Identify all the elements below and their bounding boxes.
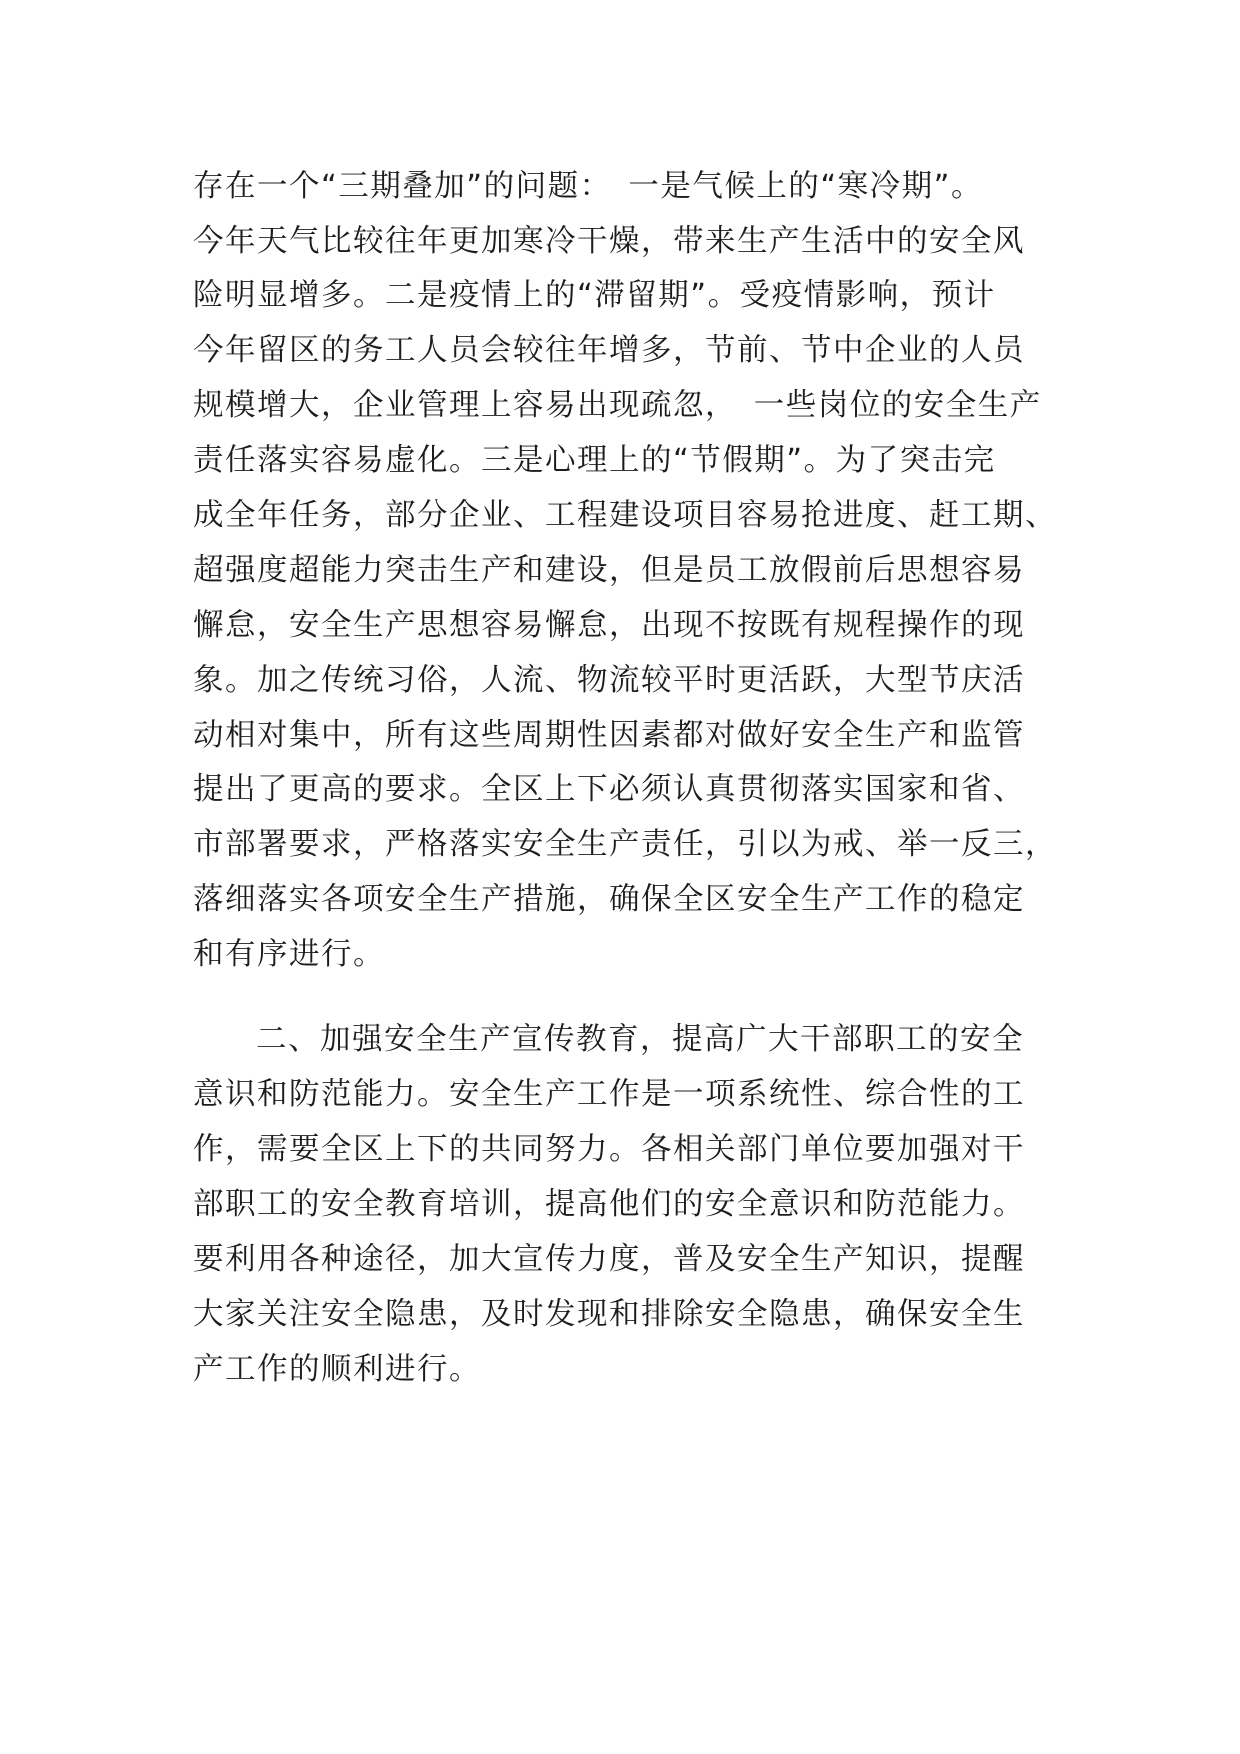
paragraph-1-line-2: 今年天气比较往年更加寒冷干燥，带来生产生活中的安全风 <box>193 224 1025 259</box>
paragraph-1-line-6: 责任落实容易虚化。三是心理上的“节假期”。为了突击完 <box>193 443 996 478</box>
paragraph-1-line-14: 落细落实各项安全生产措施，确保全区安全生产工作的稳定 <box>193 882 1025 917</box>
paragraph-2-line-3: 作，需要全区上下的共同努力。各相关部门单位要加强对干 <box>193 1132 1025 1167</box>
paragraph-1-line-1: 存在一个“三期叠加”的问题： 一是气候上的“寒冷期”。 <box>193 169 983 204</box>
paragraph-2-line-7: 产工作的顺利进行。 <box>193 1352 481 1387</box>
paragraph-1-line-12: 提出了更高的要求。全区上下必须认真贯彻落实国家和省、 <box>193 772 1025 807</box>
paragraph-2-line-1: 二、加强安全生产宣传教育，提高广大干部职工的安全 <box>256 1022 1024 1057</box>
paragraph-2-line-5: 要利用各种途径，加大宣传力度，普及安全生产知识，提醒 <box>193 1242 1025 1277</box>
paragraph-2-line-2: 意识和防范能力。安全生产工作是一项系统性、综合性的工 <box>193 1077 1025 1112</box>
paragraph-1-line-15: 和有序进行。 <box>193 937 385 972</box>
paragraph-1-line-3: 险明显增多。二是疫情上的“滞留期”。受疫情影响，预计 <box>193 278 996 313</box>
paragraph-1-line-5: 规模增大，企业管理上容易出现疏忽， 一些岗位的安全生产 <box>193 388 1042 423</box>
paragraph-1-line-9: 懈怠，安全生产思想容易懈怠，出现不按既有规程操作的现 <box>193 608 1025 643</box>
paragraph-1-line-10: 象。加之传统习俗，人流、物流较平时更活跃，大型节庆活 <box>193 663 1025 698</box>
paragraph-1-line-8: 超强度超能力突击生产和建设，但是员工放假前后思想容易 <box>193 553 1025 588</box>
paragraph-2-line-4: 部职工的安全教育培训，提高他们的安全意识和防范能力。 <box>193 1187 1025 1222</box>
paragraph-2-line-6: 大家关注安全隐患，及时发现和排除安全隐患，确保安全生 <box>193 1297 1025 1332</box>
paragraph-1-line-11: 动相对集中，所有这些周期性因素都对做好安全生产和监管 <box>193 718 1025 753</box>
paragraph-1-line-4: 今年留区的务工人员会较往年增多，节前、节中企业的人员 <box>193 333 1025 368</box>
paragraph-1-line-13: 市部署要求，严格落实安全生产责任，引以为戒、举一反三， <box>193 827 1057 862</box>
paragraph-1-line-7: 成全年任务，部分企业、工程建设项目容易抢进度、赶工期、 <box>193 498 1057 533</box>
